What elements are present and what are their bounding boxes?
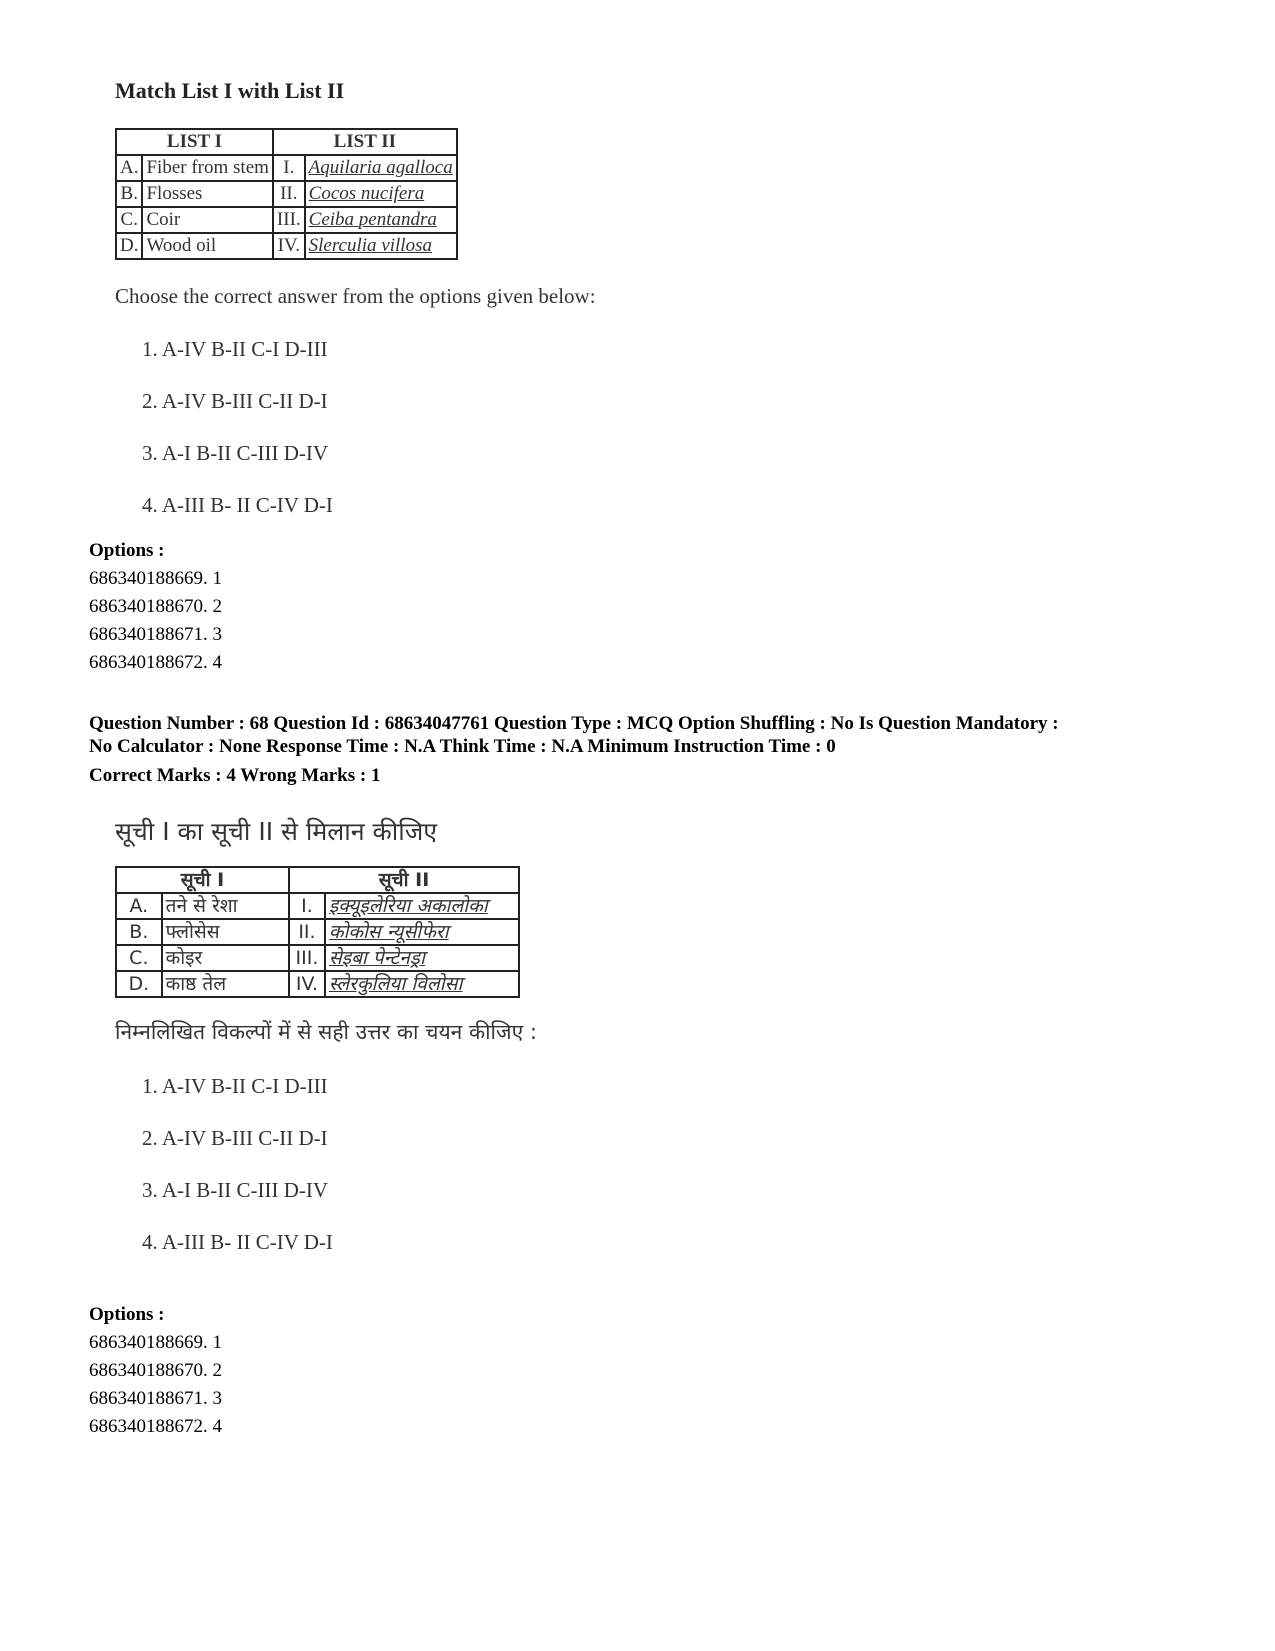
answer-choice: 2. A-IV B-III C-II D-I (142, 389, 328, 413)
question-1-instruction: Choose the correct answer from the options given below: (115, 284, 596, 308)
question-2-instruction: निम्नलिखित विकल्पों में से सही उत्तर का चयन कीजिए : (115, 1020, 537, 1044)
options-label: Options : (89, 1304, 165, 1325)
row-roman: IV. (289, 971, 325, 997)
list-1-header: LIST I (116, 129, 273, 155)
question-2-image (115, 814, 537, 1268)
question-2-meta (89, 712, 1209, 758)
row-roman: I. (273, 155, 305, 181)
row-item: काष्ठ तेल (162, 971, 289, 997)
answer-choice: 1. A-IV B-II C-I D-III (142, 1074, 328, 1098)
question-meta-line-1: Question Number : 68 Question Id : 68634047761 Question Type : MCQ Option Shuffling : No Is Question Mandatory : (89, 713, 1059, 734)
row-match: सेइबा पेन्टेनड्रा (325, 945, 519, 971)
row-roman: II. (273, 181, 305, 207)
question-2-answer-list (142, 1060, 537, 1268)
table-row (116, 155, 457, 181)
answer-choice: 3. A-I B-II C-III D-IV (142, 441, 329, 465)
row-roman: III. (289, 945, 325, 971)
table-row (116, 893, 519, 919)
row-item: Coir (142, 207, 272, 233)
row-item: Fiber from stem (142, 155, 272, 181)
row-match: कोकोस न्यूसीफेरा (325, 919, 519, 945)
option-id: 686340188672. 4 (89, 1416, 222, 1437)
match-table-hindi (115, 866, 520, 998)
question-2-options (89, 1301, 222, 1441)
answer-choice: 2. A-IV B-III C-II D-I (142, 1126, 328, 1150)
row-match: Ceiba pentandra (305, 207, 457, 233)
row-roman: IV. (273, 233, 305, 259)
row-item: तने से रेशा (162, 893, 289, 919)
row-item: Wood oil (142, 233, 272, 259)
question-2-marks: Correct Marks : 4 Wrong Marks : 1 (89, 765, 381, 786)
row-roman: II. (289, 919, 325, 945)
answer-choice: 3. A-I B-II C-III D-IV (142, 1178, 329, 1202)
row-match: Slerculia villosa (305, 233, 457, 259)
row-match: Cocos nucifera (305, 181, 457, 207)
option-id: 686340188672. 4 (89, 652, 222, 673)
answer-choice: 4. A-III B- II C-IV D-I (142, 493, 333, 517)
answer-choice: 4. A-III B- II C-IV D-I (142, 1230, 333, 1254)
row-letter: B. (116, 919, 162, 945)
row-roman: III. (273, 207, 305, 233)
question-meta-line-2: No Calculator : None Response Time : N.A Think Time : N.A Minimum Instruction Time : 0 (89, 736, 836, 757)
list-1-header: सूची I (116, 867, 289, 893)
table-row (116, 971, 519, 997)
table-row (116, 945, 519, 971)
option-id: 686340188671. 3 (89, 624, 222, 645)
row-match: स्लेरकुलिया विलोसा (325, 971, 519, 997)
table-row (116, 919, 519, 945)
table-row (116, 207, 457, 233)
row-match: इक्यूइलेरिया अकालोका (325, 893, 519, 919)
row-letter: A. (116, 155, 142, 181)
table-row (116, 181, 457, 207)
options-label: Options : (89, 540, 165, 561)
match-table-english (115, 128, 458, 260)
question-1-image (115, 78, 596, 531)
option-id: 686340188669. 1 (89, 1332, 222, 1353)
list-2-header: सूची II (289, 867, 519, 893)
row-letter: A. (116, 893, 162, 919)
row-item: Flosses (142, 181, 272, 207)
row-letter: D. (116, 233, 142, 259)
option-id: 686340188671. 3 (89, 1388, 222, 1409)
question-2-title: सूची I का सूची II से मिलान कीजिए (115, 817, 438, 846)
option-id: 686340188670. 2 (89, 1360, 222, 1381)
question-1-title: Match List I with List II (115, 78, 345, 103)
row-letter: C. (116, 945, 162, 971)
row-letter: D. (116, 971, 162, 997)
option-id: 686340188670. 2 (89, 596, 222, 617)
row-letter: B. (116, 181, 142, 207)
row-roman: I. (289, 893, 325, 919)
question-1-options (89, 537, 222, 677)
row-item: कोइर (162, 945, 289, 971)
row-item: फ्लोसेस (162, 919, 289, 945)
option-id: 686340188669. 1 (89, 568, 222, 589)
list-2-header: LIST II (273, 129, 457, 155)
row-letter: C. (116, 207, 142, 233)
question-1-answer-list (142, 323, 596, 531)
row-match: Aquilaria agalloca (305, 155, 457, 181)
table-row (116, 233, 457, 259)
answer-choice: 1. A-IV B-II C-I D-III (142, 337, 328, 361)
